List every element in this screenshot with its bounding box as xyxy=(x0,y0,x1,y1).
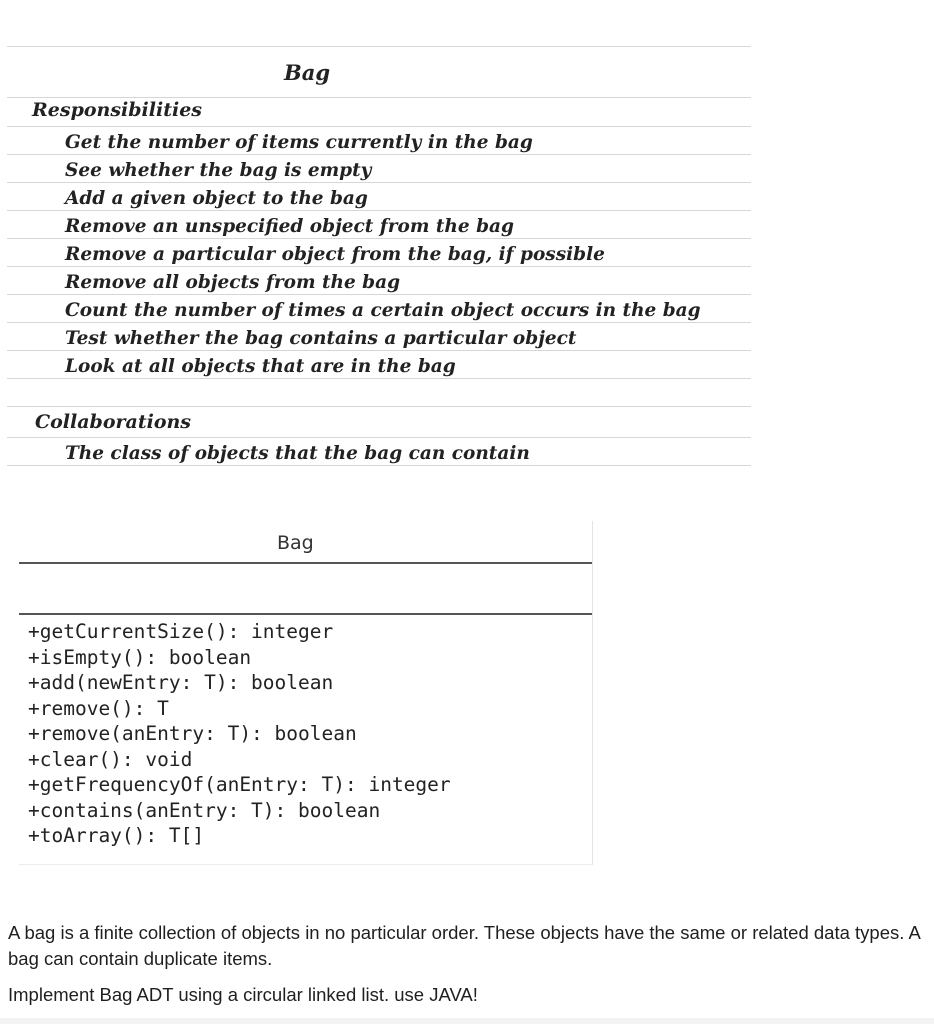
crc-spacer-row xyxy=(7,379,751,407)
crc-card xyxy=(7,46,751,466)
responsibilities-heading: Responsibilities xyxy=(7,98,751,127)
uml-operation: +isEmpty(): boolean xyxy=(28,645,252,669)
responsibility-item: Add a given object to the bag xyxy=(7,183,751,211)
uml-operation: +getFrequencyOf(anEntry: T): integer xyxy=(28,773,451,796)
uml-operation: +add(newEntry: T): boolean xyxy=(28,671,334,694)
collaborations-heading: Collaborations xyxy=(7,407,751,438)
responsibility-item: Count the number of times a certain object occurs in the bag xyxy=(7,295,751,323)
uml-operation: +clear(): void xyxy=(28,747,193,771)
question-paragraph-task: Implement Bag ADT using a circular linked list. use JAVA! xyxy=(8,984,478,1005)
question-paragraph-description: A bag is a finite collection of objects in no particular order. These objects have the same or related data types. A bag can contain duplicate items. xyxy=(8,922,920,969)
uml-operation: +toArray(): T[] xyxy=(28,824,205,847)
responsibility-item: See whether the bag is empty xyxy=(7,155,751,183)
crc-class-title: Bag xyxy=(7,47,751,98)
responsibility-item: Test whether the bag contains a particular object xyxy=(7,323,751,351)
question-text xyxy=(8,920,926,1008)
responsibility-item: Remove all objects from the bag xyxy=(7,267,751,295)
responsibility-item: Remove a particular object from the bag, if possible xyxy=(7,239,751,267)
uml-operation: +remove(anEntry: T): boolean xyxy=(28,722,357,745)
bottom-divider xyxy=(0,1018,934,1024)
responsibility-item: Get the number of items currently in the bag xyxy=(7,127,751,155)
uml-class-box xyxy=(19,521,593,865)
uml-operation: +remove(): T xyxy=(28,696,169,720)
collaboration-item: The class of objects that the bag can contain xyxy=(7,438,751,466)
uml-class-name: Bag xyxy=(19,521,592,564)
responsibility-item: Remove an unspecified object from the bag xyxy=(7,211,751,239)
uml-attributes-compartment xyxy=(19,564,592,615)
responsibility-item: Look at all objects that are in the bag xyxy=(7,351,751,379)
uml-operation: +getCurrentSize(): integer xyxy=(28,620,334,643)
uml-operations-compartment xyxy=(19,615,592,849)
uml-operation: +contains(anEntry: T): boolean xyxy=(28,798,381,822)
